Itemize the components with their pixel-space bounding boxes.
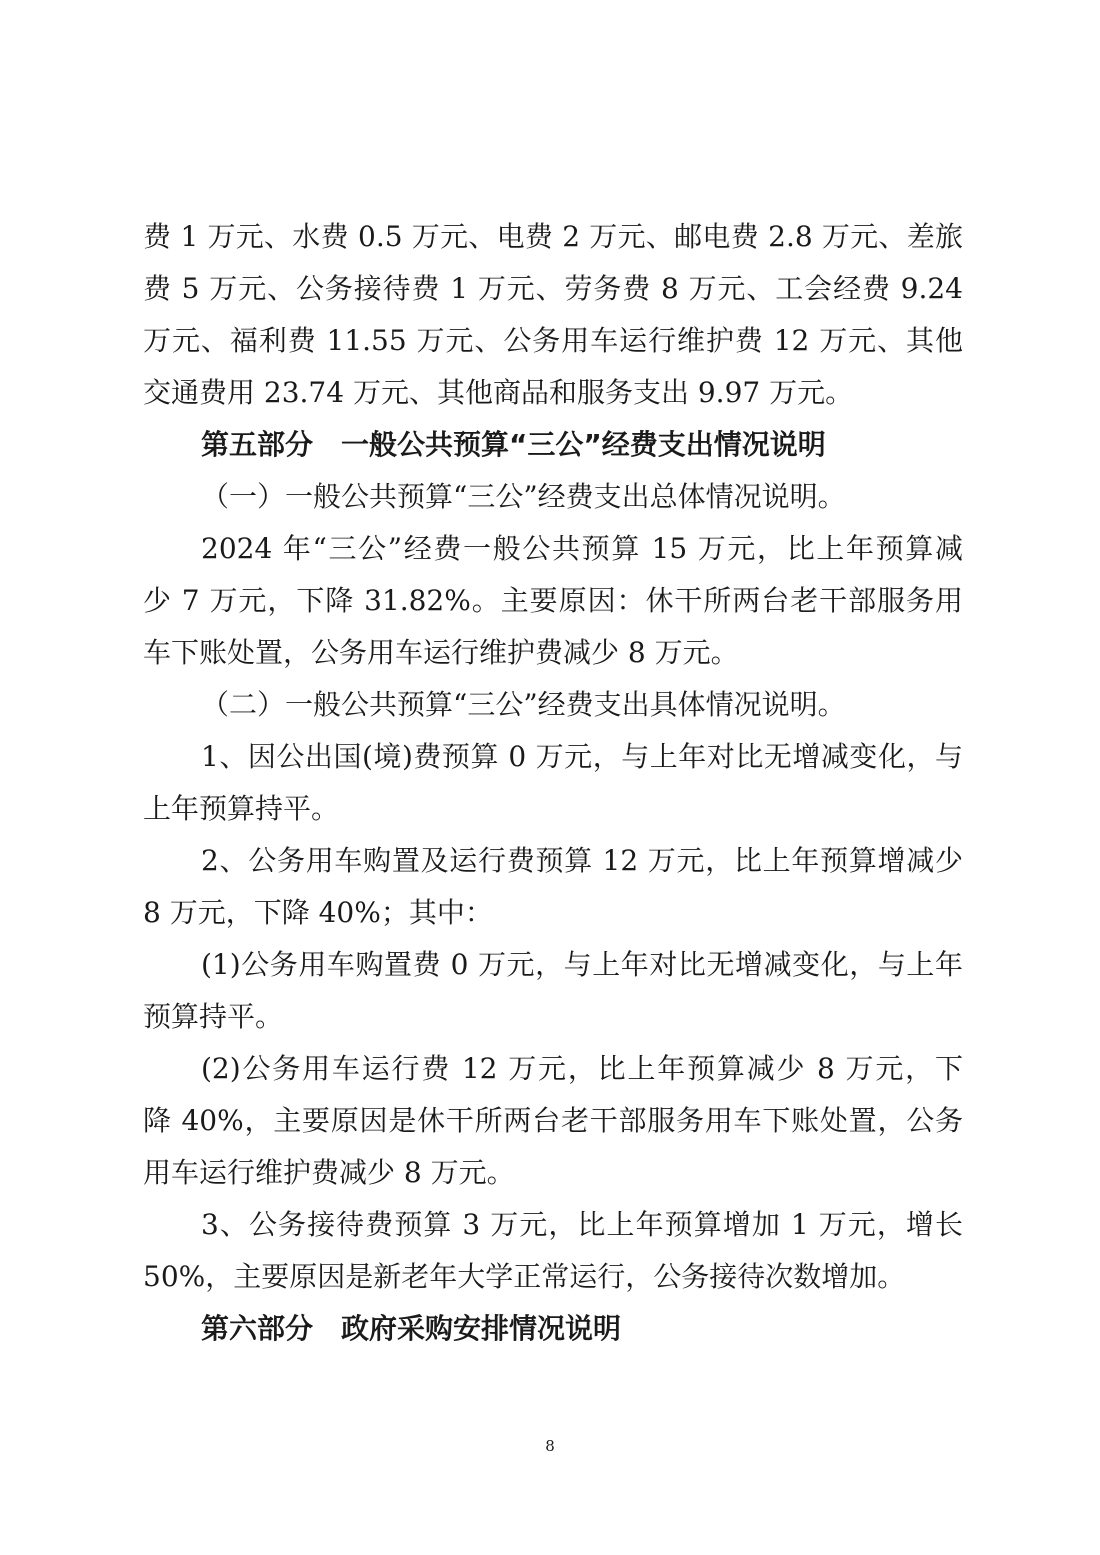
body-line: 用车运行维护费减少 8 万元。 <box>143 1156 515 1189</box>
body-line: 预算持平。 <box>143 1000 284 1033</box>
body-line: 少 7 万元，下降 31.82%。主要原因：休干所两台老干部服务用 <box>143 584 963 617</box>
body-line: (1)公务用车购置费 0 万元，与上年对比无增减变化，与上年 <box>201 948 963 981</box>
subsection-heading: （二）一般公共预算“三公”经费支出具体情况说明。 <box>201 688 846 721</box>
body-line: 2、公务用车购置及运行费预算 12 万元，比上年预算增减少 <box>201 844 963 877</box>
section-heading: 第五部分 一般公共预算“三公”经费支出情况说明 <box>201 428 826 461</box>
body-line: 交通费用 23.74 万元、其他商品和服务支出 9.97 万元。 <box>143 376 854 409</box>
body-line: 费 1 万元、水费 0.5 万元、电费 2 万元、邮电费 2.8 万元、差旅 <box>143 220 963 253</box>
body-line: 上年预算持平。 <box>143 792 340 825</box>
body-line: 车下账处置，公务用车运行维护费减少 8 万元。 <box>143 636 739 669</box>
body-line: (2)公务用车运行费 12 万元，比上年预算减少 8 万元，下 <box>201 1052 963 1085</box>
body-line: 2024 年“三公”经费一般公共预算 15 万元，比上年预算减 <box>201 532 963 565</box>
body-line: 3、公务接待费预算 3 万元，比上年预算增加 1 万元，增长 <box>201 1208 963 1241</box>
body-line: 8 万元，下降 40%；其中： <box>143 896 493 929</box>
body-line: 50%，主要原因是新老年大学正常运行，公务接待次数增加。 <box>143 1260 906 1293</box>
subsection-heading: （一）一般公共预算“三公”经费支出总体情况说明。 <box>201 480 846 513</box>
body-line: 降 40%，主要原因是休干所两台老干部服务用车下账处置，公务 <box>143 1104 963 1137</box>
body-line: 万元、福利费 11.55 万元、公务用车运行维护费 12 万元、其他 <box>143 324 963 357</box>
page-number: 8 <box>545 1437 555 1455</box>
body-line: 1、因公出国(境)费预算 0 万元，与上年对比无增减变化，与 <box>201 740 963 773</box>
section-heading: 第六部分 政府采购安排情况说明 <box>201 1312 622 1345</box>
body-line: 费 5 万元、公务接待费 1 万元、劳务费 8 万元、工会经费 9.24 <box>143 272 963 305</box>
